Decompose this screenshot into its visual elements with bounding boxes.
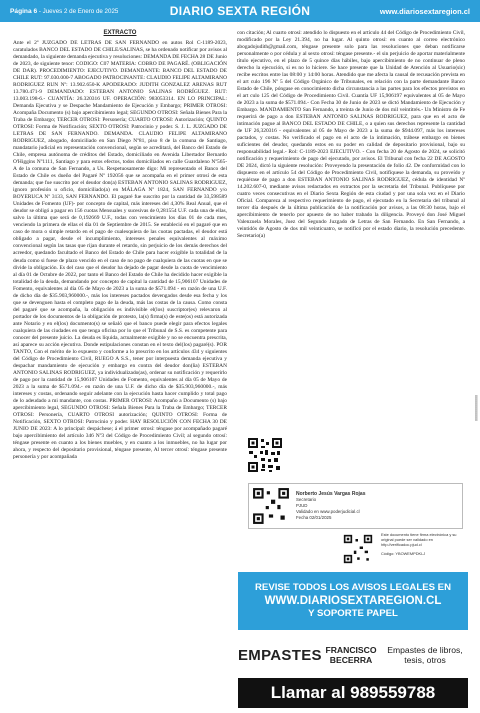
newspaper-website[interactable]: www.diariosextaregion.cl (379, 6, 470, 16)
empastes-brand: EMPASTES (238, 646, 322, 664)
notice-code: Código: YBOWEMPDKLJ (381, 551, 426, 556)
extracto-heading: EXTRACTO (103, 30, 137, 36)
signer-name: Norberto Jesús Vargas Rojas (296, 491, 366, 497)
signature-details (296, 491, 365, 521)
empastes-person-first: FRANCISCO (325, 645, 377, 655)
ad-avisos-line-3: Y SOPORTE PAPEL (308, 608, 398, 619)
signer-role: Secretario (296, 497, 317, 502)
empastes-ad (238, 636, 468, 710)
empastes-person-last: BECERRA (329, 655, 373, 665)
signature-caption-1: Validado en www.poderjudicial.cl (296, 509, 360, 514)
page-header (0, 0, 480, 22)
extracto-body-left: Ante el 2º JUZGADO DE LETRAS DE SAN FERNANDO en autos Rol C-1189-2023, caratulados BANCO DEL ESTADO DE CHILE/SALINAS, se ha ordenado notificar por avisos al demandado, la siguiente demanda ejecutiva y resoluciones: DEMANDA DE FECHA 28 DE Junio de 2023, de siguiente tenor: CODIGO: C07 MATERIA: COBRO DE PAGARÉ. (OBLIGACIÓN DE DAR). PROCEDIMIENTO: EJECUTIVO. DEMANDANTE: BANCO DEL ESTADO DE CHILE RUT: 97.030.000-7 ABOGADO PATROCINANTE: CLAUDIO FELIPE ALTAMIRANO RODRIGUEZ RUN Nº: 13.902.650-K APODERADO: JUDITH GONZALEZ ARENAS RUT 13.780.471-9 DEMANDADO: ESTEBAN ANTONIO SALINAS RODRÍGUEZ. RUT: 13.003.198-6.- CUANTÍA: 26.320316 UF. OPERACIÓN: 983053314. EN LO PRINCIPAL: Demanda Ejecutiva y se Despache Mandamiento de Ejecución y Embargo; PRIMER OTROSI: Acompaña Documento (s) bajo apercibimiento legal; SEGUNDO OTROSI: Señala Bienes Para la Traba de Embargo; TERCER OTROSI: Personería; CUARTO OTROSI: Autorización; QUINTO OTROSI: Forma de Notificación; SEXTO OTROSI: Patrocinio y poder. S. J. L. JUZGADO DE LETRAS DE SAN FERNANDO. DEMANDA. CLAUDIO FELIPE ALTAMIRANO RODRIGUEZ, abogado, domiciliado en San Diego Nº81, piso 8 de la comuna de Santiago, mandatario judicial en representación convencional, según se acreditará, del Banco del Estado de Chile, empresa autónoma de créditos del Estado, domiciliado en Avenida Libertador Bernardo O'Higgins Nº1111, Santiago y para estos efectos, todos domiciliados en calle Guardaleno Nº565-A de la comuna de San Fernando, a Us. Respetuosamente digo: Mi representado el Banco del Estado de Chile es dueño del Pagaré Nº 192056 que se acompaña en el primer otrosí de esta demanda; que fue suscrito por el deudor don(a) ESTEBAN ANTONIO SALINAS RODRIGUEZ, ignoro profesión u oficio, domiciliado(a) en MÁLAGA Nº 1824, SAN FERNANDO y/o BOYERUCA Nº 3133, SAN FERNANDO. El pagaré fue suscrito por la cantidad de 33,598589 Unidades de Fomento (UF)- por concepto de capital, más intereses del 4,30% Real Anual, que el deudor se obligó a pagar en 156 cuotas Mensuales y sucesivas de 0,281554 U.F. cada una de ellas, salvo la última que será de 0,192669 U.F., todas con vencimiento los días 01 de cada mes, venciendo la primera de ellas el día 01 de Septiembre de 2015. Se estableció en el pagaré que en caso de mora o simple retardo en el pago de cualesquiera de las cuotas pactadas, el deudor está obligado a pagar, desde el incumplimiento, intereses penales equivalentes al máximo convencional según las tasas que rijan durante el retardo, sin perjuicio de los demás derechos del acreedor, quedando facultado el Banco del Estado de Chile para hacer exigible la totalidad de la deuda como si fuese de plazo vencido en el caso de no pago de cualquiera de las cuotas en que se divide la obligación. Es del caso que el deudor ha dejado de pagar desde la cuota de vencimiento al día 01 de Octubre de 2022, por tanto el Banco del Estado de Chile ha decidido hacer exigible la totalidad de la deuda, demandando por concepto de capital la cantidad de 15,906107 Unidades de Fomento, equivalentes al día 05 de Mayo de 2023 a la suma de $571.094 - en razón de una U.F. de dicho día de $35.903,960000.-, más los intereses pactados devengados desde esa fecha y los que se devenguen hasta el completo pago de la deuda, más las costas de la causa. Como consta del pagaré que se acompaña, la obligación es indivisible el(los) suscriptor(es) relevaron al portador de los documentos de la obligación de protesto, la(s) firma(s) de este(os) está autorizada ante Notario y en el(los) documento(s) se señaló que el banco puede elegir para efectos legales cualquiera de las ciudades en que tenga oficina por lo que el Tribunal de S.S. es competente para conocer del presente juicio. La deuda es líquida, actualmente exigible y no se encuentra prescrita, así aparece su acción ejecutiva. Donde estipulaciones constan en el texto del(los) pagaré(s). POR TANTO, Con el mérito de lo expuesto y conforme a lo prescrito en los artículos 434 y siguientes del Código de Procedimiento Civil, RUEGO A S.S., tener por interpuesta demanda ejecutiva y despachar mandamiento de ejecución y embargo en contra del deudor don(ña) ESTEBAN ANTONIO SALINAS RODRIGUEZ, ya individualizado(as), ordenar su notificación y requerirlo de pago por la cantidad de 15,906107 Unidades de Fomento, equivalentes al día 05 de Mayo de 2023 a la suma de $571.094.- en razón de una U.F. de dicho día de $35.903,960000.-, más intereses y costas, ordenando seguir adelante con la ejecución hasta hacer cumplido y total pago de lo adeudado a mi mandante, con costas. PRIMER OTROSI: Acompaño a Documento (s) bajo apercibimiento legal, SEGUNDO OTROSI: Señala Bienes Para la Traba de Embargo; TERCER OTROSI: Personería, CUARTO OTROSI autorización; QUINTO OTROSI: Forma de Notificación, SEXTO OTROSI: Patrocinio y poder. HAY RESOLUCIÓN CON FECHA 30 DE JUNIO DE 2023: A lo principal: despáchese; á el primer otrosí: téngase por acompañado pagaré bajo apercibimiento del artículo 346 Nº3 del Código de Procedimiento Civil; al segundo otrosí: téngase presente en cuanto a los bienes muebles, y en cuanto a los inmuebles, no ha lugar por ahora, y respecto del depositario provisional, téngase presente, Al tercer otrosí: téngase presente personería y por acompañada (13, 40, 227, 460)
signature-caption-2: Fecha 02/01/2025 (296, 515, 332, 520)
ad-avisos-line-1: REVISE TODOS LOS AVISOS LEGALES EN (255, 582, 451, 593)
notice-qr-icon (343, 534, 373, 564)
signature-qr-icon (252, 487, 290, 525)
e-signature-notice (248, 532, 463, 572)
empastes-ad-top (238, 636, 468, 674)
notice-line: Este documento tiene firma electrónica y su original puede ser validado en http://verificadoc.pjud.cl (381, 532, 457, 547)
ad-avisos-website[interactable]: WWW.DIARIOSEXTAREGION.CL (264, 595, 442, 607)
empastes-tagline: Empastes de libros, tesis, otros (387, 645, 463, 665)
empastes-person (320, 645, 382, 665)
page-number: Página 6 (10, 7, 38, 15)
extracto-right-column (237, 30, 465, 240)
legal-notices-ad[interactable] (238, 572, 468, 630)
side-document-code: 0000000000000 (474, 395, 478, 421)
signer-office: PJUD (296, 503, 308, 508)
extracto-body-right: con citación; Al cuarto otrosí: atendido lo dispuesto en el artículo 44 del Código de Procedimiento Civil, modificado por la Ley 21.394, no ha lugar. Al quinto otrosí: en cuanto al correo electrónico abogadojudith@gmail.com, téngase presente solo para las resoluciones que deban notificarse personalmente o por cédula y al sexto otrosí: téngase presente.- el sin perjuicio de aportar materialmente título ejecutivo, en el plazo de 5 quince días hábiles, bajo apercibimiento de no continuar de pleno derecho la ejecución, si es no lo hiciere. Se hace presente que la Unidad de Atención al Usuario(sic) recibe escritos entre las 08:00 y 14:00 horas. Atendido que me afecta la causal de recusación prevista en el art culo 196 Nº 5 del Código Orgánico de Tribunales, en relación con la parte demandante Banco Estado de Chile, póngase en conocimiento dicha circunstancia a las partes para los efectos previstos en el art culo 125 del Código de Procedimiento Civil. Cuantía UF 15,906197 equivalentes al 05 de Mayo de 2023 a la suma de $571.094.- Con Fecha 30 de Junio de 2023 se dictó Mandamiento de Ejecución y Embargo. MANDAMIENTO San Fernando, a treinta de Junio de dos mil veintitrés.- Un Ministro de Fe requerirá de pago a don ESTEBAN ANTONIO SALINAS RODRIGUEZ, para que en el acto de intimación pague al BANCO DEL ESTADO DE CHILE, o a quien sus derechos represente la cantidad de UF 26,320316 - equivalentes al 05 de Mayo de 2023 a la suma de $944.097, más los intereses pactados, y costas. No verificado el pago en el acto de la intimación, trábese embargo en bienes suficientes del deudor, quedando estos en su poder en calidad de depositario provisional, bajo su responsabilidad legal.- Rol: C-1189-2023 EJECUTIVO. - Con fecha 20 de Agosto de 2024, se solicitó notificación y requerimiento de pago del ejecutado, por avisos. El Tribunal con fecha 22 DE AGOSTO DE 2024, dictó la siguiente resolución: Proveyendo la presentación de folio 42. De conformidad con lo dispuesto en el artículo 54 del Código de Procedimiento Civil, notifíquese la demanda, su proveído y requiérase de pago a don ESTEBAN ANTONIO SALINAS RODRIGUEZ, cédula de identidad Nº 14.202.607-0, mediante avisos redactados en extractos por la secretaria del Tribunal. Publíquese por cuatro veces consecutivas en el Diario Sexta Región de esta ciudad y por una sola vez en el Diario Oficial. Compareza al respectivo requerimiento de pago, el ejecutado en la Secretaria del tribunal al tercer día después de la última publicación de la notificación por avisos, a las 08:30 horas, bajo el apercibimiento de tenerlo por apuesto de no haber trabado la diligencia. Proveyó don José Miguel Valenzuela Morales, Juez del Segundo Juzgado de Letras de San Fernando. En San Fernando, a veintidós de Agosto de dos mil veinticuatro, se notificó por el estado diario, la resolución precedente. Secretario(a) (237, 30, 465, 240)
notice-text (381, 532, 463, 556)
qr-code-icon (247, 437, 283, 473)
page-label (10, 8, 150, 15)
electronic-signature-box (248, 483, 463, 529)
empastes-phone-call[interactable]: Llamar al 989559788 (238, 678, 468, 708)
extracto-left-column (13, 30, 227, 461)
page-date: - Jueves 2 de Enero de 2025 (38, 7, 119, 15)
newspaper-title: DIARIO SEXTA REGIÓN (169, 4, 311, 18)
